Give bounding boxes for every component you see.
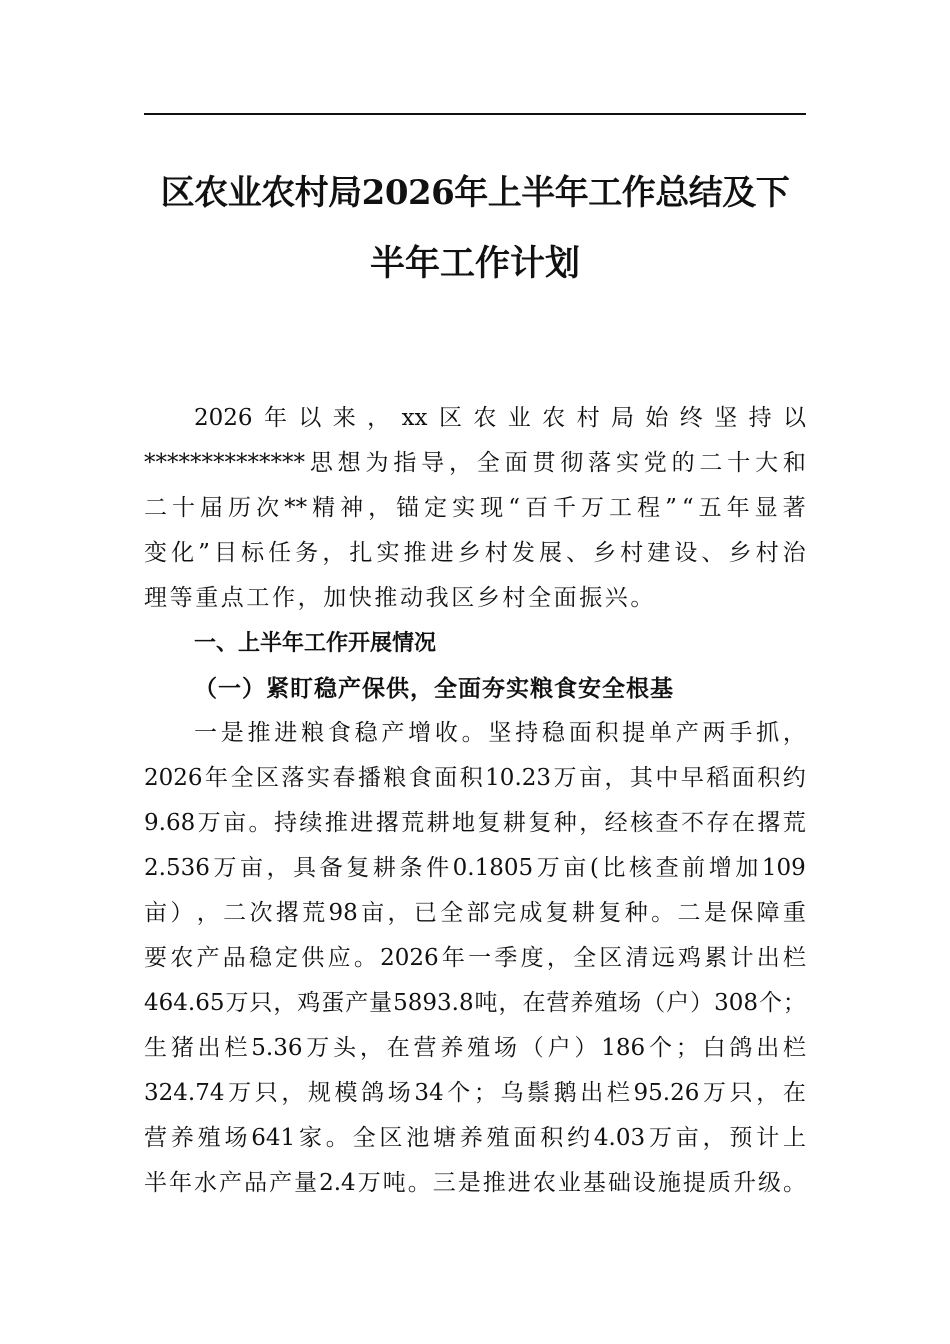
header-rule xyxy=(144,113,806,115)
document-body xyxy=(144,396,806,1206)
title-line: 半年工作计划 xyxy=(369,243,580,284)
body-line: 生 猪 出 栏 5.36 万 头 ， 在 营 养 殖 场 （ 户 ） 186 个 ； 白 鸽 出 栏 xyxy=(144,1035,806,1061)
document-title xyxy=(144,166,806,291)
section-heading: 一、上半年工作开展情况 xyxy=(194,631,437,656)
body-line: 2026 年 以 来 ， xx 区 农 业 农 村 局 始 终 坚 持 以 xyxy=(194,405,806,431)
title-line: 区农业农村局2026年上半年工作总结及下 xyxy=(160,173,790,213)
body-line: 要 农 产 品 稳 定 供 应 。 2026 年 一 季 度 ， 全 区 清 远 鸡 累 计 出 栏 xyxy=(144,945,806,971)
body-line: 亩 ） ， 二 次 撂 荒 98 亩 ， 已 全 部 完 成 复 耕 复 种 。 二 是 保 障 重 xyxy=(144,900,806,926)
body-line: 9.68 万 亩 。 持 续 推 进 撂 荒 耕 地 复 耕 复 种 ， 经 核 查 不 存 在 撂 荒 xyxy=(144,810,806,836)
body-line: 二 十 届 历 次 ** 精 神 ， 锚 定 实 现 “ 百 千 万 工 程 ” “ 五 年 显 著 xyxy=(144,495,806,521)
body-line: 营 养 殖 场 641 家 。 全 区 池 塘 养 殖 面 积 约 4.03 万 亩 ， 预 计 上 xyxy=(144,1125,806,1151)
body-line: 理等重点工作，加快推动我区乡村全面振兴。 xyxy=(144,585,656,611)
body-line: 324.74 万 只 ， 规 模 鸽 场 34 个 ； 乌 鬃 鹅 出 栏 95.26 万 只 ， 在 xyxy=(144,1080,806,1106)
body-line: 2026 年 全 区 落 实 春 播 粮 食 面 积 10.23 万 亩 ， 其 中 早 稻 面 积 约 xyxy=(144,765,806,791)
body-line: 464.65 万 只 ， 鸡 蛋 产 量 5893.8 吨 ， 在 营 养 殖 场 （ 户 ） 308 个 ； xyxy=(144,990,806,1016)
body-line: 变 化 ” 目 标 任 务 ， 扎 实 推 进 乡 村 发 展 、 乡 村 建 设 、 乡 村 治 xyxy=(144,540,806,566)
body-line: 半 年 水 产 品 产 量 2.4 万 吨 。 三 是 推 进 农 业 基 础 设 施 提 质 升 级 。 xyxy=(144,1170,806,1196)
body-line: ************** 思 想 为 指 导 ， 全 面 贯 彻 落 实 党 的 二 十 大 和 xyxy=(144,450,806,476)
body-line: 一 是 推 进 粮 食 稳 产 增 收 。 坚 持 稳 面 积 提 单 产 两 手 抓 ， xyxy=(194,720,806,746)
subsection-heading: （一）紧盯稳产保供，全面夯实粮食安全根基 xyxy=(194,675,674,702)
body-line: 2.536 万 亩 ， 具 备 复 耕 条 件 0.1805 万 亩 ( 比 核 查 前 增 加 109 xyxy=(144,855,806,881)
